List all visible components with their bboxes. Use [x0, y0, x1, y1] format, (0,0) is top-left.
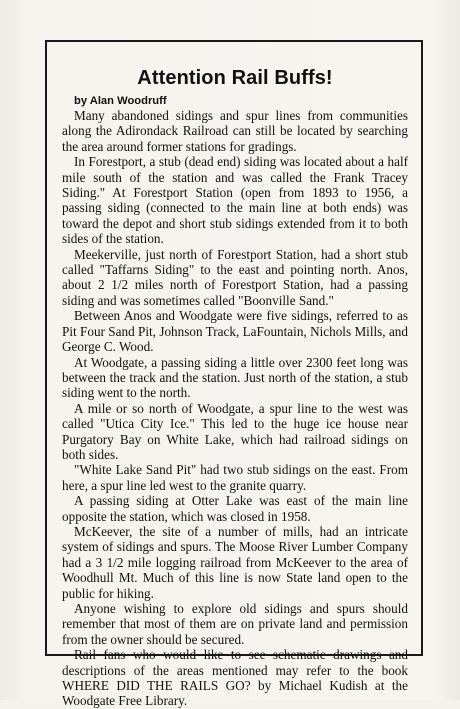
- article: [62, 66, 408, 709]
- article-paragraph-6: A mile or so north of Woodgate, a spur line to the west was called "Utica City Ice." This led to the huge ice house near Purgatory Bay on White Lake, which had railroad sidings on both sides.: [62, 400, 408, 462]
- article-paragraph-7: "White Lake Sand Pit" had two stub sidings on the east. From here, a spur line led west to the granite quarry.: [62, 462, 408, 493]
- article-paragraph-1: Many abandoned sidings and spur lines from communities along the Adirondack Railroad can still be located by searching the area around former stations for gradings.: [62, 108, 408, 154]
- article-paragraph-10: Anyone wishing to explore old sidings and spurs should remember that most of them are on private land and permission from the owner should be secured.: [62, 601, 408, 647]
- article-paragraph-4: Between Anos and Woodgate were five sidings, referred to as Pit Four Sand Pit, Johnson Track, LaFountain, Nichols Mills, and George C. Wood.: [62, 308, 408, 355]
- article-paragraph-11: Rail fans who would like to see schematic drawings and descriptions of the areas mentioned may refer to the book WHERE DID THE RAILS GO? by Michael Kudish at the Woodgate Free Library.: [62, 647, 408, 709]
- article-intro: [62, 92, 408, 154]
- article-paragraph-5: At Woodgate, a passing siding a little over 2300 feet long was between the track and the station. Just north of the station, a stub siding went to the north.: [62, 354, 408, 401]
- article-paragraph-3: Meekerville, just north of Forestport Station, had a short stub called "Taffarns Siding" to the east and pointing north. Anos, about 2 1/2 miles north of Forestport Station, had a passing siding and was sometimes called "Boonville Sand.": [62, 246, 408, 308]
- article-paragraph-2: In Forestport, a stub (dead end) siding was located about a half mile south of the station and was called the Frank Tracey Siding." At Forestport Station (open from 1893 to 1956, a passing siding (connected to the main line at both ends) was toward the depot and short stub sidings extended from it to both sides of the station.: [62, 154, 408, 247]
- article-byline: by Alan Woodruff: [74, 95, 167, 107]
- article-title: Attention Rail Buffs!: [137, 67, 333, 89]
- article-paragraph-8: A passing siding at Otter Lake was east of the main line opposite the station, which was closed in 1958.: [62, 493, 408, 524]
- article-paragraph-9: McKeever, the site of a number of mills, had an intricate system of sidings and spurs. The Moose River Lumber Company had a 3 1/2 mile logging railroad from McKeever to the area of Woodhull Mt. Much of this line is now State land open to the public for hiking.: [62, 523, 408, 601]
